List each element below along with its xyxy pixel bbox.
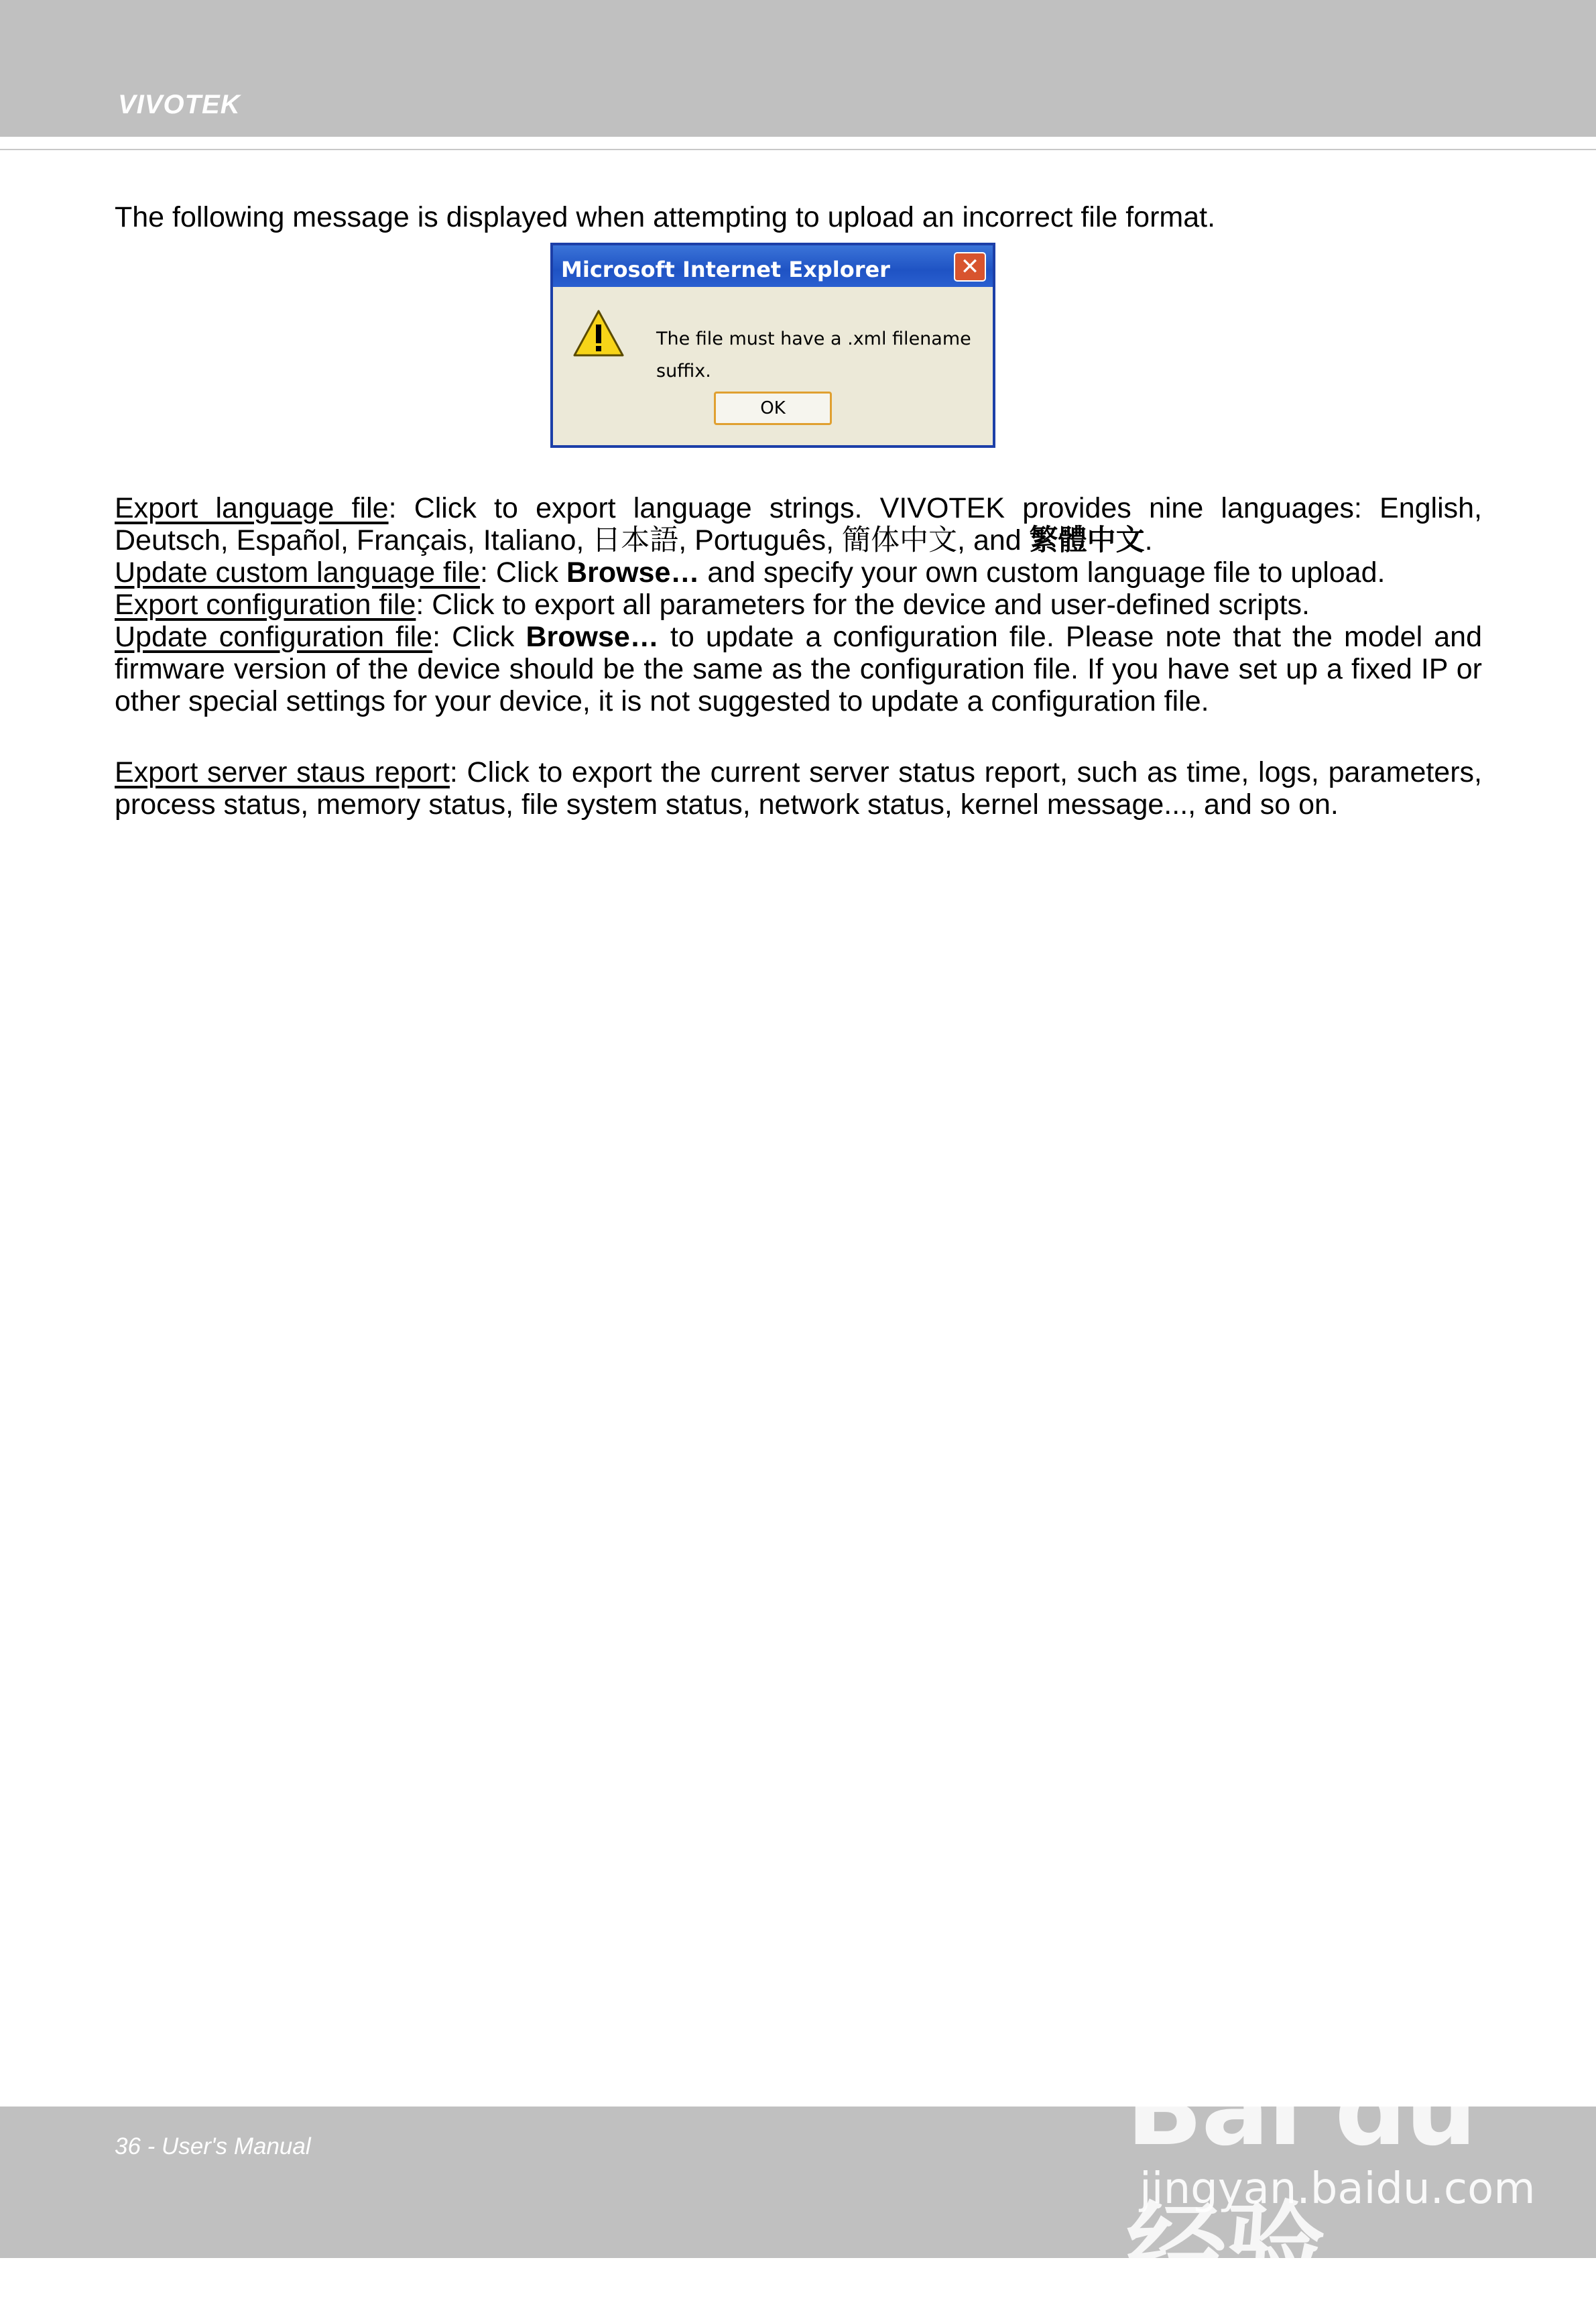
update-config-browse: Browse… — [526, 621, 659, 653]
watermark-url: jingyan.baidu.com — [1140, 2164, 1536, 2214]
export-language-bold: 繁體中文 — [1029, 524, 1145, 556]
export-language-text: : Click to export language strings. VIVOTEK provides nine languages: English, Deutsch, Español, Français, Italiano, 日本語, Português, 簡体中文, and — [115, 492, 1482, 556]
dialog-title-bar — [553, 245, 993, 287]
update-config-post: to update a configuration file. Please note that the model and firmware version of the device should be the same as the configuration file. If you have set up a fixed IP or other special settings for your device, it is not suggested to update a configuration file. — [115, 621, 1483, 717]
export-config-text: : Click to export all parameters for the device and user-defined scripts. — [416, 589, 1310, 621]
intro-text: The following message is displayed when attempting to upload an incorrect file format. — [115, 201, 1216, 233]
warning-icon — [572, 308, 625, 359]
export-language-paragraph — [115, 492, 1482, 556]
header-divider — [0, 149, 1596, 150]
export-config-term: Export configuration file — [115, 589, 416, 621]
alert-dialog — [550, 243, 995, 448]
update-config-term: Update configuration file — [115, 621, 433, 653]
close-icon: ✕ — [960, 254, 980, 280]
ok-button[interactable]: OK — [714, 392, 832, 425]
dialog-message: The file must have a .xml filename suffix. — [656, 329, 971, 381]
update-custom-language-post: and specify your own custom language file to upload. — [699, 556, 1386, 589]
watermark — [1126, 2011, 1536, 2308]
main-content — [115, 201, 1482, 821]
page-header — [0, 0, 1596, 137]
export-status-text: : Click to export the current server status report, such as time, logs, parameters, process status, memory status, file system status, network status, kernel message..., and so on. — [115, 756, 1482, 821]
export-status-term: Export server staus report — [115, 756, 450, 788]
export-config-paragraph — [115, 589, 1482, 621]
dialog-figure — [115, 243, 1482, 492]
update-config-paragraph — [115, 621, 1482, 717]
page-number: 36 - User's Manual — [115, 2133, 311, 2159]
close-button[interactable] — [954, 252, 986, 282]
export-language-term: Export language file — [115, 492, 389, 524]
export-language-end: . — [1144, 524, 1153, 556]
dialog-title: Microsoft Internet Explorer — [561, 257, 890, 282]
update-custom-language-paragraph — [115, 556, 1482, 589]
update-custom-language-browse: Browse… — [566, 556, 700, 589]
update-config-pre: : Click — [432, 621, 526, 653]
export-status-paragraph — [115, 756, 1482, 821]
update-custom-language-pre: : Click — [480, 556, 567, 589]
watermark-logo: Bai du 经验 — [1126, 2052, 1476, 2308]
brand-name: VIVOTEK — [118, 90, 241, 119]
update-custom-language-term: Update custom language file — [115, 556, 481, 589]
